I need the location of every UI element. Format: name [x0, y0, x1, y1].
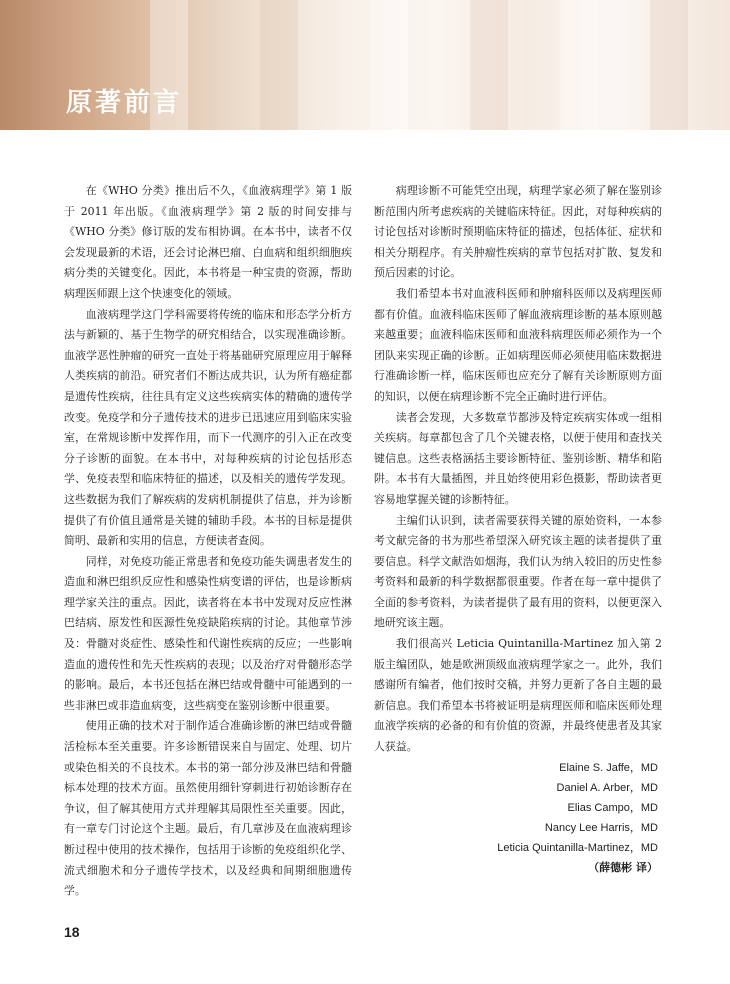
paragraph: 我们希望本书对血液科医师和肿瘤科医师以及病理医师都有价值。血液科临床医师了解血液病理诊断的基本原则越来越重要；血液科临床医师和血液科病理医师必须作为一个团队来实现正确的诊断。正如病理医师必须使用临床数据进行准确诊断一样，临床医师也应充分了解有关诊断原则方面的知识，以便在病理诊断不完全正确时进行评估。 [374, 286, 662, 403]
paragraph: 血液病理学这门学科需要将传统的临床和形态学分析方法与新颖的、基于生物学的研究相结合，以实现准确诊断。血液学恶性肿瘤的研究一直处于将基础研究原理应用于解释人类疾病的前沿。研究者们不断达成共识，认为所有癌症都是遗传性疾病，往往具有定义这些疾病实体的精确的遗传学改变。免疫学和分子遗传技术的进步已迅速应用到临床实验室，在常规诊断中发挥作用，而下一代测序的引入正在改变分子诊断的面貌。在本书中，对每种疾病的讨论包括形态学、免疫表型和临床特征的描述，以及相关的遗传学发现。这些数据为我们了解疾病的发病机制提供了信息，并为诊断提供了有价值且通常是关键的辅助手段。本书的目标是提供简明、最新和实用的信息，方便读者查阅。 [64, 307, 352, 548]
banner-stripe [260, 0, 298, 130]
paragraph: 同样，对免疫功能正常患者和免疫功能失调患者发生的造血和淋巴组织反应性和感染性病变谱的评估，也是诊断病理学家关注的重点。因此，读者将在本书中发现对反应性淋巴结病、原发性和医源性免疫缺陷疾病的讨论。其他章节涉及：骨髓对炎症性、感染性和代谢性疾病的反应；一些影响造血的遗传性和先天性疾病的表现；以及治疗对骨髓形态学的影响。最后，本书还包括在淋巴结或骨髓中可能遇到的一些非淋巴或非造血病变，这些病变在鉴别诊断中很重要。 [64, 554, 352, 712]
author-name: Leticia Quintanilla-Martinez，MD [497, 842, 658, 854]
paragraph: 在《WHO 分类》推出后不久，《血液病理学》第 1 版于 2011 年出版。《血液病理学》第 2 版的时间安排与《WHO 分类》修订版的发布相协调。在本书中，读者不仅会发现最新的术语，还会讨论淋巴瘤、白血病和组织细胞疾病分类的关键变化。因此，本书将是一种宝贵的资源，帮助病理医师跟上这个快速变化的领域。 [64, 184, 352, 300]
author-signatures [497, 758, 658, 878]
author-name: Elias Campo，MD [567, 802, 658, 814]
banner-stripe [650, 0, 688, 130]
paragraph: 我们很高兴 Leticia Quintanilla-Martinez 加入第 2 版主编团队，她是欧洲顶级血液病理学家之一。此外，我们感谢所有编者，他们按时交稿，并努力更新了各自主题的最新信息。我们希望本书将被证明是病理医师和临床医师处理血液学疾病的必备的和有价值的资源，并最终使患者及其家人获益。 [374, 637, 662, 754]
page-title: 原著前言 [66, 88, 183, 118]
banner-stripe [470, 0, 508, 130]
banner-stripe [560, 0, 598, 130]
author-name: Elaine S. Jaffe，MD [559, 762, 658, 774]
header-banner [0, 0, 730, 130]
paragraph: 主编们认识到，读者需要获得关键的原始资料，一本参考文献完备的书为那些希望深入研究该主题的读者提供了重要信息。科学文献浩如烟海，我们认为纳入较旧的历史性参考资料和最新的科学数据都很重要。作者在每一章中提供了全面的参考资料，为读者提供了最有用的资料，以便更深入地研究该主题。 [374, 513, 662, 630]
left-column [64, 181, 352, 902]
banner-stripe [370, 0, 408, 130]
right-column [374, 181, 662, 758]
paragraph: 病理诊断不可能凭空出现，病理学家必须了解在鉴别诊断范围内所考虑疾病的关键临床特征。因此，对每种疾病的讨论包括对诊断时预期临床特征的描述，包括体征、症状和相关分期程序。有关肿瘤性疾病的章节包括对扩散、复发和预后因素的讨论。 [374, 184, 662, 280]
translator-credit: （薛德彬 译） [588, 861, 658, 874]
page-number: 18 [64, 924, 80, 940]
author-name: Nancy Lee Harris，MD [544, 822, 658, 834]
paragraph: 读者会发现，大多数章节都涉及特定疾病实体或一组相关疾病。每章都包含了几个关键表格，以便于使用和查找关键信息。这些表格涵括主要诊断特征、鉴别诊断、精华和陷阱。本书有大量插图，并且始终使用彩色摄影，帮助读者更容易地掌握关键的诊断特征。 [374, 410, 662, 506]
author-name: Daniel A. Arber，MD [556, 782, 658, 794]
paragraph: 使用正确的技术对于制作适合准确诊断的淋巴结或骨髓活检标本至关重要。许多诊断错误来自与固定、处理、切片或染色相关的不良技术。本书的第一部分涉及淋巴结和骨髓标本处理的技术方面。虽然使用细针穿刺进行初始诊断存在争议，但了解其使用方式并理解其局限性至关重要。因此，有一章专门讨论这个主题。最后，有几章涉及在血液病理诊断过程中使用的技术操作，包括用于诊断的免疫组织化学、流式细胞术和分子遗传学技术，以及经典和间期细胞遗传学。 [64, 719, 352, 898]
